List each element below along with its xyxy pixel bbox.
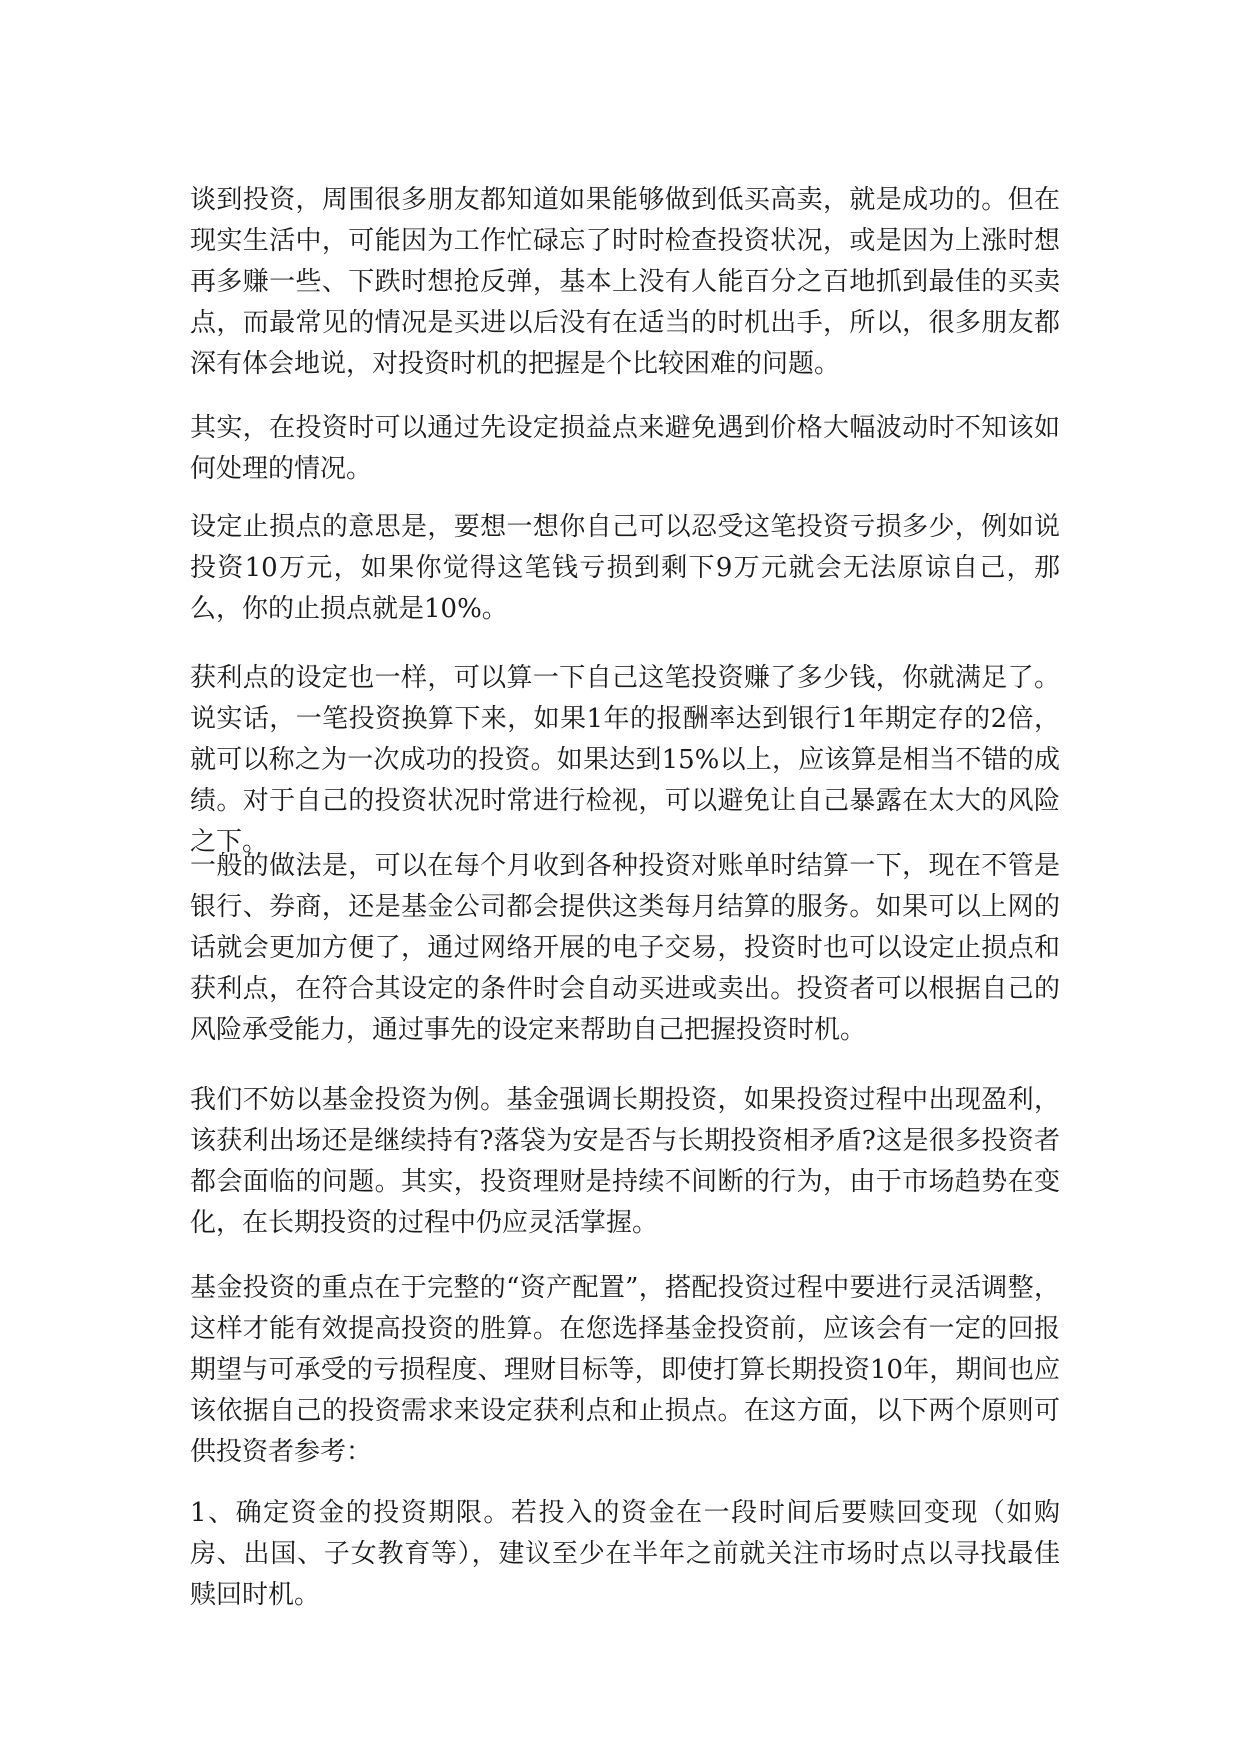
paragraph-2: 其实，在投资时可以通过先设定损益点来避免遇到价格大幅波动时不知该如何处理的情况。 [190,413,1060,484]
paragraph-6: 我们不妨以基金投资为例。基金强调长期投资，如果投资过程中出现盈利，该获利出场还是继续持有?落袋为安是否与长期投资相矛盾?这是很多投资者都会面临的问题。其实，投资理财是持续不间断的行为，由于市场趋势在变化，在长期投资的过程中仍应灵活掌握。 [190,1085,1060,1238]
paragraph-8: 1、确定资金的投资期限。若投入的资金在一段时间后要赎回变现（如购房、出国、子女教育等），建议至少在半年之前就关注市场时点以寻找最佳赎回时机。 [190,1498,1060,1610]
paragraph-4: 获利点的设定也一样，可以算一下自己这笔投资赚了多少钱，你就满足了。说实话，一笔投资换算下来，如果1年的报酬率达到银行1年期定存的2倍，就可以称之为一次成功的投资。如果达到15%以上，应该算是相当不错的成绩。对于自己的投资状况时常进行检视，可以避免让自己暴露在太大的风险之下。 [190,663,1060,857]
paragraph-1: 谈到投资，周围很多朋友都知道如果能够做到低买高卖，就是成功的。但在现实生活中，可能因为工作忙碌忘了时时检查投资状况，或是因为上涨时想再多赚一些、下跌时想抢反弹，基本上没有人能百分之百地抓到最佳的买卖点，而最常见的情况是买进以后没有在适当的时机出手，所以，很多朋友都深有体会地说，对投资时机的把握是个比较困难的问题。 [190,185,1060,379]
paragraph-7: 基金投资的重点在于完整的“资产配置”，搭配投资过程中要进行灵活调整，这样才能有效提高投资的胜算。在您选择基金投资前，应该会有一定的回报期望与可承受的亏损程度、理财目标等，即使打算长期投资10年，期间也应该依据自己的投资需求来设定获利点和止损点。在这方面，以下两个原则可供投资者参考： [190,1273,1060,1467]
paragraph-3: 设定止损点的意思是，要想一想你自己可以忍受这笔投资亏损多少，例如说投资10万元，如果你觉得这笔钱亏损到剩下9万元就会无法原谅自己，那么，你的止损点就是10%。 [190,512,1060,624]
paragraph-5: 一般的做法是，可以在每个月收到各种投资对账单时结算一下，现在不管是银行、券商，还是基金公司都会提供这类每月结算的服务。如果可以上网的话就会更加方便了，通过网络开展的电子交易，投资时也可以设定止损点和获利点，在符合其设定的条件时会自动买进或卖出。投资者可以根据自己的风险承受能力，通过事先的设定来帮助自己把握投资时机。 [190,851,1060,1045]
